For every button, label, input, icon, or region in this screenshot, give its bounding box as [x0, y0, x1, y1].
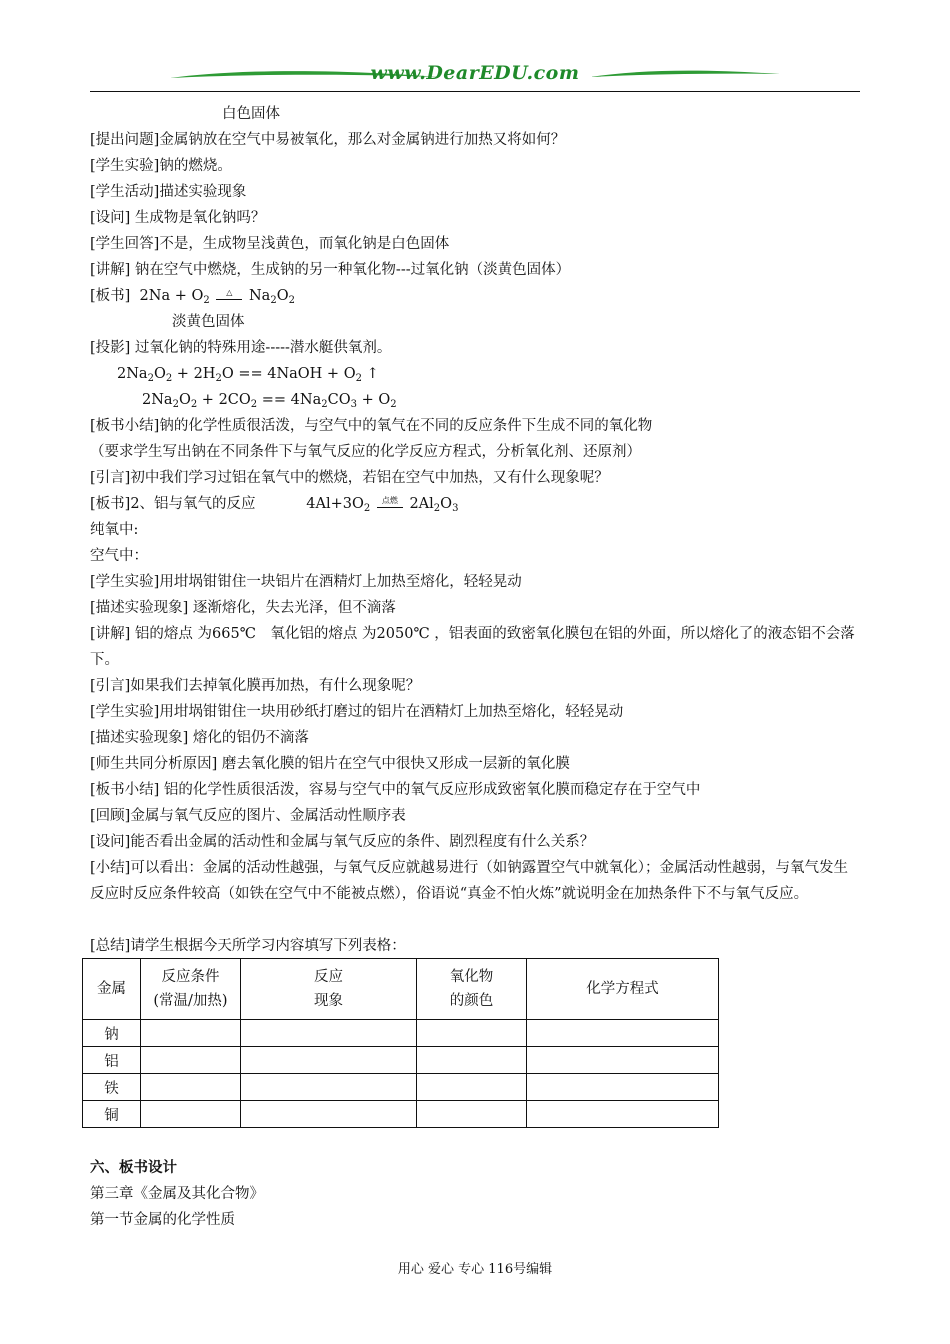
site-logo: www.DearEDU.com — [370, 62, 580, 84]
metal-cell: 铝 — [83, 1047, 141, 1074]
text-line: [学生回答]不是，生成物呈浅黄色，而氧化钠是白色固体 — [90, 236, 450, 252]
equation-na2o2-h2o: $2Na_2O_2 + 2H_2O$ == 4NaOH + $O_2$ ↑ — [117, 366, 379, 384]
text-line: [描述实验现象] 逐渐熔化，失去光泽，但不滴落 — [90, 600, 396, 616]
header-cell: 反应条件 (常温/加热) — [141, 959, 241, 1020]
empty-cell[interactable] — [141, 1074, 241, 1101]
text-paragraph: [讲解] 铝的熔点 为665℃ 氧化铝的熔点 为2050℃ ，铝表面的致密氧化膜包在铝的外面，所以熔化了的液态铝不会落下。 — [90, 626, 855, 668]
text-line: 空气中： — [90, 548, 148, 564]
empty-cell[interactable] — [241, 1020, 417, 1047]
text-line: [描述实验现象] 熔化的铝仍不滴落 — [90, 730, 309, 746]
reaction-condition: 点燃 — [377, 505, 403, 508]
metal-cell: 铜 — [83, 1101, 141, 1128]
table-row — [83, 1047, 719, 1074]
empty-cell[interactable] — [141, 1047, 241, 1074]
text-line: [引言]如果我们去掉氧化膜再加热，有什么现象呢？ — [90, 678, 421, 694]
header-cell: 化学方程式 — [527, 959, 719, 1020]
text-line: [学生实验]用坩埚钳钳住一块用砂纸打磨过的铝片在酒精灯上加热至熔化，轻轻晃动 — [90, 704, 624, 720]
empty-cell[interactable] — [417, 1047, 527, 1074]
text-line: （要求学生写出钠在不同条件下与氧气反应的化学反应方程式，分析氧化剂、还原剂） — [90, 444, 641, 460]
table-row — [83, 1101, 719, 1128]
empty-cell[interactable] — [241, 1101, 417, 1128]
empty-cell[interactable] — [527, 1020, 719, 1047]
text-line: [学生活动]描述实验现象 — [90, 184, 247, 200]
text-line: 白色固体 — [222, 106, 280, 122]
empty-cell[interactable] — [141, 1101, 241, 1128]
text-line: [设问]能否看出金属的活动性和金属与氧气反应的条件、剧烈程度有什么关系？ — [90, 834, 595, 850]
empty-cell[interactable] — [241, 1047, 417, 1074]
page-footer: 用心 爱心 专心 116号编辑 — [397, 1262, 553, 1277]
section-title: 六、板书设计 — [90, 1159, 177, 1176]
empty-cell[interactable] — [417, 1074, 527, 1101]
right-swoosh-icon — [590, 68, 780, 84]
text-line: [总结]请学生根据今天所学习内容填写下列表格： — [90, 938, 406, 954]
equation-al-o2: [板书]2、铝与氧气的反应 $4Al+3O_2$ 点燃 $2Al_2O_3$ — [90, 496, 459, 514]
text-line: [提出问题]金属钠放在空气中易被氧化，那么对金属钠进行加热又将如何？ — [90, 132, 566, 148]
text-line: [板书小结]钠的化学性质很活泼，与空气中的氧气在不同的反应条件下生成不同的氧化物 — [90, 418, 653, 434]
empty-cell[interactable] — [527, 1047, 719, 1074]
metal-cell: 铁 — [83, 1074, 141, 1101]
text-line: [回顾]金属与氧气反应的图片、金属活动性顺序表 — [90, 808, 406, 824]
reaction-condition: △ — [216, 297, 242, 300]
text-line: [讲解] 钠在空气中燃烧，生成钠的另一种氧化物---过氧化钠（淡黄色固体） — [90, 262, 571, 278]
text-line: 第三章《金属及其化合物》 — [90, 1186, 264, 1202]
table-row — [83, 1020, 719, 1047]
empty-cell[interactable] — [527, 1101, 719, 1128]
header-cell: 金属 — [83, 959, 141, 1020]
equation-na2o2-co2: $2Na_2O_2 + 2CO_2 == 4Na_2CO_3 + O_2$ — [142, 392, 397, 410]
page-header — [90, 58, 860, 92]
header-cell: 反应 现象 — [241, 959, 417, 1020]
empty-cell[interactable] — [417, 1101, 527, 1128]
text-line: [师生共同分析原因] 磨去氧化膜的铝片在空气中很快又形成一层新的氧化膜 — [90, 756, 570, 772]
text-line: [设问] 生成物是氧化钠吗？ — [90, 210, 266, 226]
text-line: 淡黄色固体 — [172, 314, 245, 330]
empty-cell[interactable] — [141, 1020, 241, 1047]
summary-table — [82, 958, 719, 1128]
equation-na-o2: [板书] $2Na + O_2$ △ $Na_2O_2$ — [90, 288, 295, 306]
text-line: [投影] 过氧化钠的特殊用途-----潜水艇供氧剂。 — [90, 340, 392, 356]
header-cell: 氧化物 的颜色 — [417, 959, 527, 1020]
table-header-row — [83, 959, 719, 1020]
text-line: 纯氧中: — [90, 522, 139, 538]
text-line: [学生实验]钠的燃烧。 — [90, 158, 232, 174]
text-line: [板书小结] 铝的化学性质很活泼，容易与空气中的氧气反应形成致密氧化膜而稳定存在于空气中 — [90, 782, 701, 798]
metal-cell: 钠 — [83, 1020, 141, 1047]
text-line: [引言]初中我们学习过铝在氧气中的燃烧，若铝在空气中加热，又有什么现象呢？ — [90, 470, 609, 486]
table-row — [83, 1074, 719, 1101]
header-rule — [90, 91, 860, 92]
text-line: 第一节金属的化学性质 — [90, 1212, 235, 1228]
empty-cell[interactable] — [241, 1074, 417, 1101]
empty-cell[interactable] — [417, 1020, 527, 1047]
text-line: [学生实验]用坩埚钳钳住一块铝片在酒精灯上加热至熔化，轻轻晃动 — [90, 574, 522, 590]
empty-cell[interactable] — [527, 1074, 719, 1101]
text-paragraph: [小结]可以看出：金属的活动性越强，与氧气反应就越易进行（如钠露置空气中就氧化）；金属活动性越弱，与氧气发生反应时反应条件较高（如铁在空气中不能被点燃），俗语说“真金不怕火炼”就说明金在加热条件下不与氧气反应。 — [90, 860, 849, 902]
